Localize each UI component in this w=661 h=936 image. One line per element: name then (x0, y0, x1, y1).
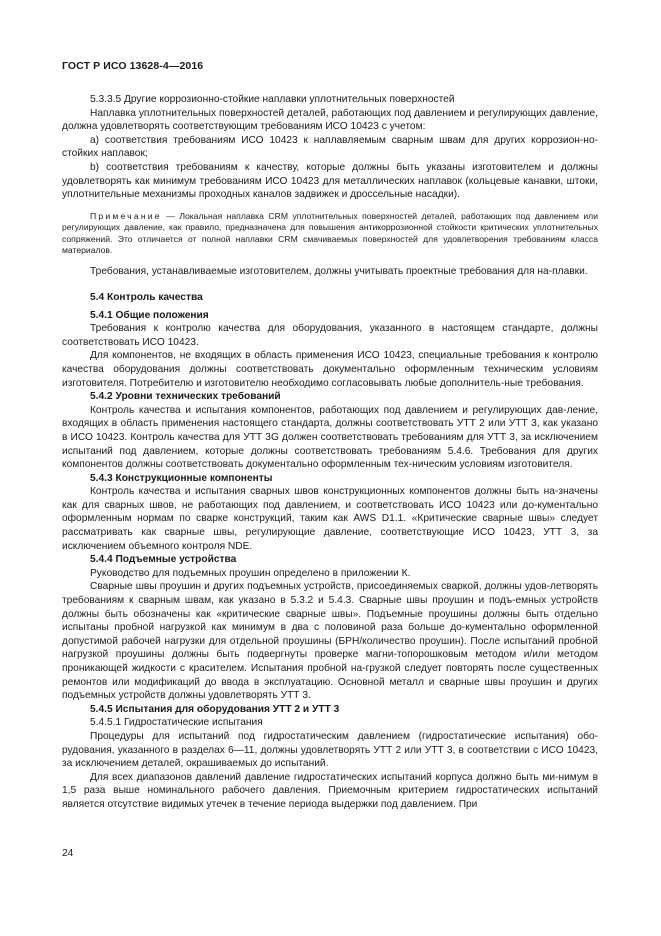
paragraph: Для всех диапазонов давлений давление гидростатических испытаний корпуса должно быть ми-нимум в 1,5 раза выше номинального рабочего давления. Приемочным критерием гидростатических испытаний является отсутствие видимых утечек в течение периода выдержки под давлением. При (62, 771, 598, 810)
section-heading-5-4-2: 5.4.2 Уровни технических требований (90, 391, 281, 403)
note (62, 211, 598, 257)
paragraph: Руководство для подъемных проушин определено в приложении К. (90, 567, 411, 579)
paragraph: Требования, устанавливаемые изготовителем, должны учитывать проектные требования для на-плавки. (90, 266, 588, 278)
list-item-b: b) соответствия требованиям к качеству, которые должны быть указаны изготовителем и должны удовлетворять как минимум требованиям ИСО 10423 для металлических наплавок (кольцевые канавки, штоки, уплотнительные механизмы проходных каналов задвижек и дроссельные насадки). (62, 161, 598, 201)
note-text: — Локальная наплавка CRM уплотнительных поверхностей деталей, работающих под давлением или регулирующих давление, как правило, предназначена для повышения антикоррозионной стойкости критических уплотнительных сопряжений. Это отличается от полной наплавки CRM смачиваемых поверхностей для удовлетворения требованиям класса материалов. (62, 210, 598, 255)
page-number: 24 (62, 848, 74, 859)
paragraph: Контроль качества и испытания компонентов, работающих под давлением и регулирующих дав-ление, входящих в область применения настоящего стандарта, должны соответствовать УТТ 2 или УТТ 3, как указано в ИСО 10423. Контроль качества для УТТ 3G должен соответствовать требованиям для УТТ 3, за исключением испытаний под давлением, которые должны соответствовать требованиям 5.4.6. Требования для других компонентов должны соответствовать документально оформленным тех-ническим условиям изготовителя. (62, 404, 598, 471)
section-heading-5-4: 5.4 Контроль качества (90, 291, 203, 303)
paragraph: Контроль качества и испытания сварных швов конструкционных компонентов должны быть на-значены как для сварных швов, не работающих под давлением, и соответствовать ИСО 10423 или до-кументально оформленным нормам по сварке конструкций, таким как AWS D1.1. «Критические сварные швы» следует рассматривать как сварные швы, регулирующие давление, соответствующие ИСО 10423, УТТ 3, за исключением объемного контроля NDE. (62, 486, 598, 552)
list-item-a: a) соответствия требованиям ИСО 10423 к наплавляемым сварным швам для других коррозион-но-стойких наплавок; (62, 134, 598, 160)
document-header: ГОСТ Р ИСО 13628-4—2016 (62, 60, 204, 72)
paragraph: Для компонентов, не входящих в область применения ИСО 10423, специальные требования к контролю качества оборудования должны соответствовать документально оформленным техническим условиям изготовителя. Потребителю и изготовителю необходимо согласовывать любые дополнитель-ные требования. (62, 350, 598, 389)
paragraph: Процедуры для испытаний под гидростатическим давлением (гидростатические испытания) обо-рудования, указанного в разделах 6—11, должны удовлетворять УТТ 2 или УТТ 3, в соответствии с ИСО 10423, за исключением деталей, окрашиваемых до испытаний. (62, 730, 598, 770)
page-body (62, 93, 598, 812)
subsection-heading-5-4-5-1: 5.4.5.1 Гидростатические испытания (90, 717, 263, 729)
paragraph: Наплавка уплотнительных поверхностей деталей, работающих под давлением и регулирующих давление, должна удовлетворять соответствующим требованиям ИСО 10423 с учетом: (62, 107, 598, 133)
section-heading-5-4-4: 5.4.4 Подъемные устройства (90, 554, 237, 566)
note-label: Примечание (90, 210, 162, 221)
section-heading-5-4-1: 5.4.1 Общие положения (90, 309, 209, 321)
section-heading-5-4-3: 5.4.3 Конструкционные компоненты (90, 472, 273, 484)
paragraph: Сварные швы проушин и других подъемных устройств, присоединяемых сваркой, должны удов-летворять требованиям к сварным швам, как указано в 5.3.2 и 5.4.3. Сварные швы проушин и подъ-емных устройств должны быть обозначены как «критические сварные швы». Подъемные проушины должны быть отдельно испытаны пробной нагрузкой как минимум в два с половиной раза больше до-кументально оформленной допустимой рабочей нагрузки для отдельной проушины (БРН/количество проушин). После испытаний пробной нагрузкой проушины должны быть подвергнуты проверке магни-топорошковым методом и/или методом проникающей жидкости с красителем. Испытания пробной на-грузкой следует повторять после существенных ремонтов или модификаций до ввода в эксплуатацию. Основной металл и сварные швы проушин и других подъемных устройств должны удовлетворять УТТ 3. (62, 581, 598, 702)
paragraph: Требования к контролю качества для оборудования, указанного в настоящем стандарте, должны соответствовать ИСО 10423. (62, 323, 598, 348)
subsection-heading-5-3-3-5: 5.3.3.5 Другие коррозионно-стойкие наплавки уплотнительных поверхностей (90, 94, 455, 105)
section-heading-5-4-5: 5.4.5 Испытания для оборудования УТТ 2 и УТТ 3 (90, 703, 340, 715)
